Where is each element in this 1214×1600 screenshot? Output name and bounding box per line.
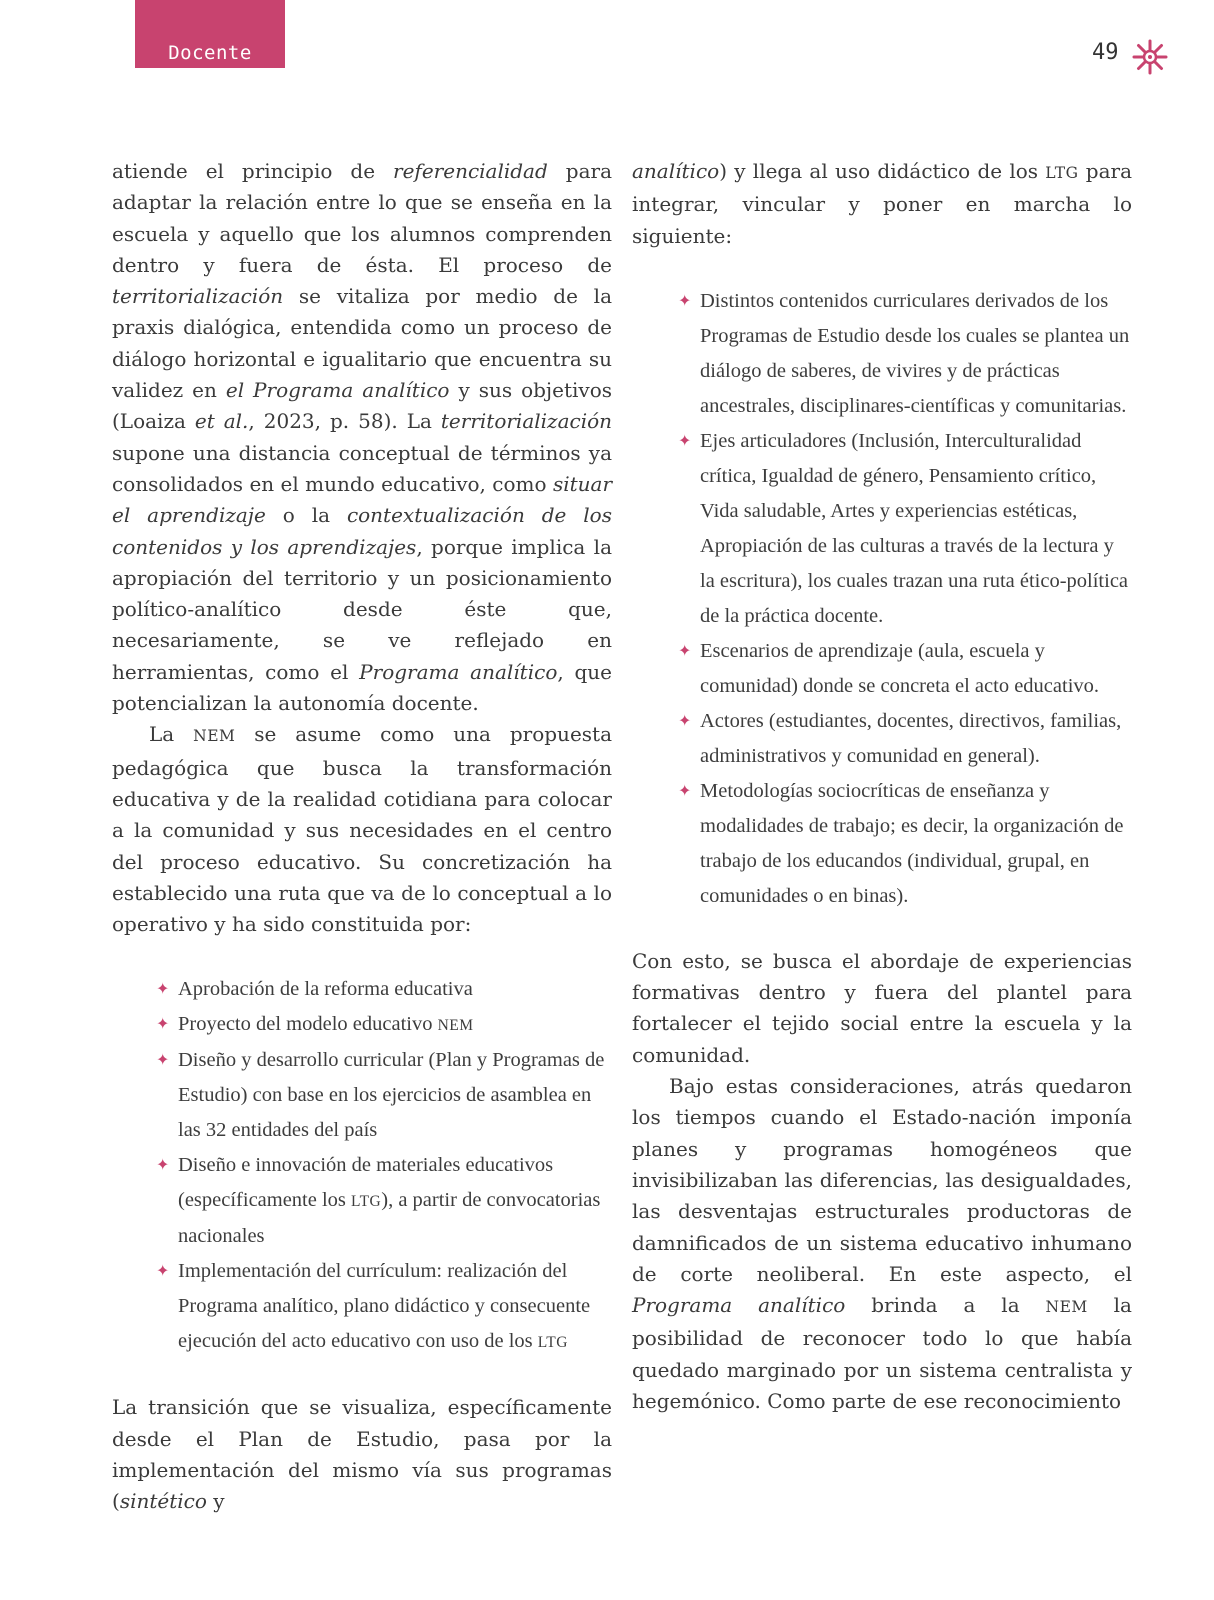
text-run: y sus objetivos (Loaiza bbox=[112, 378, 613, 434]
list-item bbox=[156, 1148, 612, 1254]
italic-text: el Programa analítico bbox=[225, 378, 450, 403]
text-run: Proyecto del modelo educativo bbox=[178, 1013, 438, 1036]
text-run: Diseño y desarrollo curricular (Plan y Programas de Estudio) con base en los ejercicios de asamblea en las 32 entidades del país bbox=[178, 1049, 605, 1142]
paragraph bbox=[632, 156, 1132, 252]
text-run: brinda a la bbox=[845, 1293, 1046, 1318]
text-run: Metodologías sociocríticas de enseñanza y modalidades de trabajo; es decir, la organización de trabajo de los educandos (individual, grupal, en comunidades o en binas). bbox=[700, 779, 1124, 907]
text-run: Ejes articuladores (Inclusión, Interculturalidad crítica, Igualdad de género, Pensamiento crítico, Vida saludable, Artes y experiencias estéticas, Apropiación de las culturas a través de la lectura y la escritura), los cuales trazan una ruta ético-política de la práctica docente. bbox=[700, 429, 1129, 627]
italic-text: Programa analítico bbox=[632, 1293, 846, 1318]
bullet-icon: ✦ bbox=[156, 1016, 170, 1034]
italic-text: Programa analítico bbox=[359, 659, 558, 684]
text-run: , que potencializan la autonomía docente. bbox=[112, 659, 612, 716]
section-tab bbox=[135, 0, 285, 68]
text-run: La transición que se visualiza, específicamente desde el Plan de Estudio, pasa por la implementación del mismo vía sus programas ( bbox=[112, 1395, 612, 1514]
text-run: para adaptar la relación entre lo que se enseña en la escuela y aquello que los alumnos comprenden dentro y fuera de ésta. El proceso de bbox=[112, 159, 612, 277]
italic-text: situar el aprendizaje bbox=[112, 471, 612, 528]
italic-text: et al. bbox=[194, 409, 249, 434]
italic-text: analítico bbox=[632, 159, 720, 183]
acronym: NEM bbox=[193, 727, 236, 746]
italic-text: sintético bbox=[119, 1489, 207, 1514]
italic-text: territorialización bbox=[112, 284, 284, 309]
text-run: Actores (estudiantes, docentes, directivos, familias, administrativos y comunidad en general). bbox=[700, 709, 1122, 767]
text-run: Bajo estas consideraciones, atrás quedaron los tiempos cuando el Estado-nación imponía planes y programas homogéneos que invisibilizaban las diferencias, las desigualdades, las desventajas estructurales productoras de damnificados de un sistema educativo inhumano de corte neoliberal. En este aspecto, el bbox=[632, 1074, 1132, 1286]
italic-text: territorialización bbox=[440, 409, 613, 434]
text-run: se vitaliza por medio de la praxis dialógica, entendida como un proceso de diálogo horizontal e igualitario que encuentra su validez en bbox=[112, 284, 612, 403]
paragraph bbox=[112, 156, 612, 719]
bullet-icon: ✦ bbox=[156, 981, 170, 999]
paragraph bbox=[112, 1392, 612, 1517]
section-label: Docente bbox=[168, 42, 252, 64]
text-run: para integrar, vincular y poner en marcha lo siguiente: bbox=[632, 159, 1132, 248]
text-run: Aprobación de la reforma educativa bbox=[178, 978, 473, 1001]
left-column bbox=[112, 156, 612, 1518]
text-run: o la bbox=[265, 503, 347, 528]
bullet-icon: ✦ bbox=[678, 642, 692, 660]
bullet-list bbox=[632, 284, 1132, 914]
page-number: 49 bbox=[1092, 40, 1119, 65]
text-run: Diseño e innovación de materiales educativos (específicamente los bbox=[178, 1154, 554, 1212]
text-run: supone una distancia conceptual de términos ya consolidados en el mundo educativo, como bbox=[112, 440, 612, 496]
acronym: LTG bbox=[537, 1334, 568, 1352]
text-run: se asume como una propuesta pedagógica que busca la transformación educativa y de la realidad cotidiana para colocar a la comunidad y sus necesidades en el centro del proceso educativo. Su concretización ha establecido una ruta que va de lo conceptual a lo operativo y ha sido constituida por: bbox=[112, 722, 612, 937]
acronym: LTG bbox=[1045, 164, 1079, 182]
asterisk-flower-icon bbox=[1130, 37, 1170, 77]
bullet-icon: ✦ bbox=[678, 292, 692, 310]
acronym: NEM bbox=[1045, 1298, 1088, 1317]
bullet-icon: ✦ bbox=[156, 1263, 170, 1281]
italic-text: referencialidad bbox=[393, 159, 548, 183]
bullet-icon: ✦ bbox=[678, 712, 692, 730]
paragraph bbox=[632, 1071, 1132, 1417]
text-run: Distintos contenidos curriculares derivados de los Programas de Estudio desde los cuales se plantea un diálogo de saberes, de vivires y de prácticas ancestrales, disciplinares-científicas y comunitarias. bbox=[700, 289, 1130, 417]
bullet-icon: ✦ bbox=[678, 782, 692, 800]
text-run: Con esto, se busca el abordaje de experiencias formativas dentro y fuera del plantel para fortalecer el tejido social entre la escuela y la comunidad. bbox=[632, 948, 1132, 1067]
text-run: Implementación del currículum: realización del Programa analítico, plano didáctico y consecuente ejecución del acto educativo con uso de los bbox=[178, 1260, 591, 1353]
bullet-icon: ✦ bbox=[678, 432, 692, 450]
text-run: y bbox=[206, 1489, 225, 1514]
text-run: , porque implica la apropiación del territorio y un posicionamiento político-analítico desde éste que, necesariamente, se ve reflejado en herramientas, como el bbox=[112, 534, 612, 684]
text-run: La bbox=[149, 722, 194, 747]
acronym: NEM bbox=[437, 1017, 474, 1035]
bullet-list bbox=[112, 972, 612, 1360]
list-item bbox=[156, 1007, 612, 1043]
text-run: , 2023, p. 58). La bbox=[248, 409, 441, 434]
list-item bbox=[156, 1254, 612, 1360]
bullet-icon: ✦ bbox=[156, 1052, 170, 1070]
list-item bbox=[678, 704, 1132, 774]
list-item bbox=[156, 1043, 612, 1148]
list-item bbox=[156, 972, 612, 1007]
paragraph bbox=[632, 946, 1132, 1071]
list-item bbox=[678, 634, 1132, 704]
text-run: la posibilidad de reconocer todo lo que había quedado marginado por un sistema centralista y hegemónico. Como parte de ese reconocimiento bbox=[632, 1293, 1132, 1414]
text-run: ), a partir de convocatorias nacionales bbox=[178, 1189, 601, 1248]
paragraph bbox=[112, 719, 612, 940]
acronym: LTG bbox=[351, 1193, 382, 1211]
list-item bbox=[678, 424, 1132, 634]
list-item bbox=[678, 774, 1132, 914]
text-run: ) y llega al uso didáctico de los bbox=[719, 159, 1046, 183]
bullet-icon: ✦ bbox=[156, 1157, 170, 1175]
text-run: Escenarios de aprendizaje (aula, escuela y comunidad) donde se concreta el acto educativo. bbox=[700, 639, 1100, 697]
right-column bbox=[632, 156, 1132, 1417]
text-run: atiende el principio de bbox=[112, 159, 394, 183]
list-item bbox=[678, 284, 1132, 424]
italic-text: contextualización de los contenidos y los aprendizajes bbox=[112, 503, 612, 559]
